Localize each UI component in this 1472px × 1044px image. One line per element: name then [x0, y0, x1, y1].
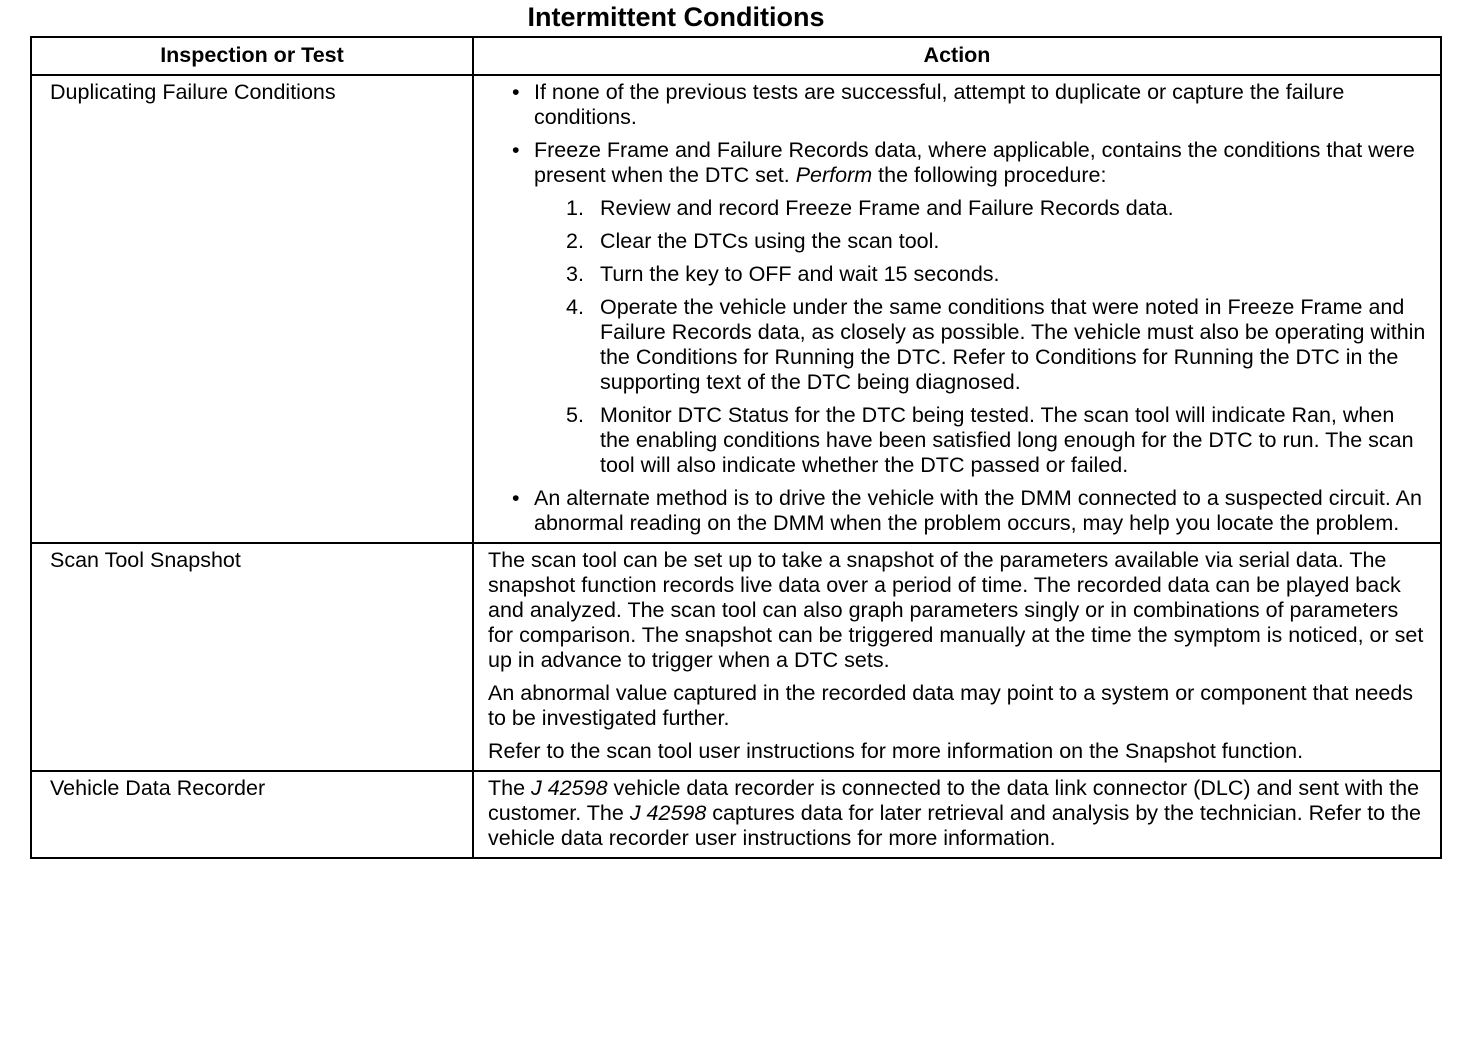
recorder-text-3: captures data for later retrieval and analysis by the technician. Refer to the vehicle data recorder user instructions for more information. — [488, 801, 1421, 850]
bullet-2-text-b: the following procedure: — [872, 163, 1107, 187]
snapshot-paragraph-2: An abnormal value captured in the recorded data may point to a system or component that needs to be investigated further. — [488, 681, 1414, 730]
bullet-2-text-a: Freeze Frame and Failure Records data, where applicable, contains the conditions that were present when the DTC set. — [534, 138, 1415, 187]
step-item-4 — [566, 295, 1426, 395]
step-number: 1. — [566, 196, 584, 220]
bullet-item-3: • An alternate method is to drive the vehicle with the DMM connected to a suspected circuit. An abnormal reading on the DMM when the problem occurs, may help you locate the problem. — [534, 486, 1426, 536]
tool-number-1: J 42598 — [531, 776, 608, 800]
bullet-2-emphasis: Perform — [795, 163, 873, 187]
step-text: Monitor DTC Status for the DTC being tested. The scan tool will indicate Ran, when the enabling conditions have been satisfied long enough for the DTC to run. The scan tool will also indicate whether the DTC passed or failed. — [600, 403, 1414, 477]
snapshot-paragraph-3: Refer to the scan tool user instructions for more information on the Snapshot function. — [488, 739, 1304, 763]
row-label-vehicle-data-recorder: Vehicle Data Recorder — [31, 771, 473, 858]
tool-number-2: J 42598 — [629, 801, 707, 825]
row-action-duplicating-failure — [473, 75, 1441, 543]
table-row-vehicle-data-recorder — [31, 771, 1441, 858]
step-text: Review and record Freeze Frame and Failure Records data. — [600, 196, 1174, 220]
procedure-steps — [534, 196, 1426, 478]
row-action-scan-tool-snapshot — [473, 543, 1441, 771]
step-number: 4. — [566, 295, 584, 319]
column-header-inspection: Inspection or Test — [31, 37, 473, 75]
row-label-duplicating-failure: Duplicating Failure Conditions — [31, 75, 473, 543]
snapshot-paragraph-1: The scan tool can be set up to take a snapshot of the parameters available via serial data. The snapshot function records live data over a period of time. The recorded data can be played back and analyzed. The scan tool can also graph parameters singly or in combinations of parameters for comparison. The snapshot can be triggered manually at the time the symptom is noticed, or set up in advance to trigger when a DTC sets. — [488, 548, 1424, 672]
recorder-text-1: The — [488, 776, 532, 800]
row-action-vehicle-data-recorder — [473, 771, 1441, 858]
recorder-text-2: vehicle data recorder is connected to the data link connector (DLC) and sent with the customer. The — [488, 776, 1420, 825]
step-item-2 — [566, 229, 1426, 254]
step-text: Operate the vehicle under the same conditions that were noted in Freeze Frame and Failure Records data, as closely as possible. The vehicle must also be operating within the Conditions for Running the DTC. Refer to Conditions for Running the DTC in the supporting text of the DTC being diagnosed. — [600, 295, 1426, 394]
column-header-action: Action — [473, 37, 1441, 75]
table-row-duplicating-failure — [31, 75, 1441, 543]
recorder-paragraph — [488, 776, 1426, 851]
table-header-row — [31, 37, 1441, 75]
step-item-3 — [566, 262, 1426, 287]
table-row-scan-tool-snapshot — [31, 543, 1441, 771]
step-text: Turn the key to OFF and wait 15 seconds. — [600, 262, 1000, 286]
intermittent-conditions-table — [30, 36, 1442, 859]
step-number: 5. — [566, 403, 584, 427]
step-text: Clear the DTCs using the scan tool. — [600, 229, 940, 253]
action-bullet-list — [488, 80, 1426, 536]
bullet-item-1: • If none of the previous tests are successful, attempt to duplicate or capture the failure conditions. — [534, 80, 1426, 130]
step-item-1 — [566, 196, 1426, 221]
step-number: 3. — [566, 262, 584, 286]
page-title: Intermittent Conditions — [527, 2, 825, 32]
step-number: 2. — [566, 229, 584, 253]
row-label-scan-tool-snapshot: Scan Tool Snapshot — [31, 543, 473, 771]
step-item-5 — [566, 403, 1426, 478]
bullet-item-2 — [534, 138, 1426, 478]
